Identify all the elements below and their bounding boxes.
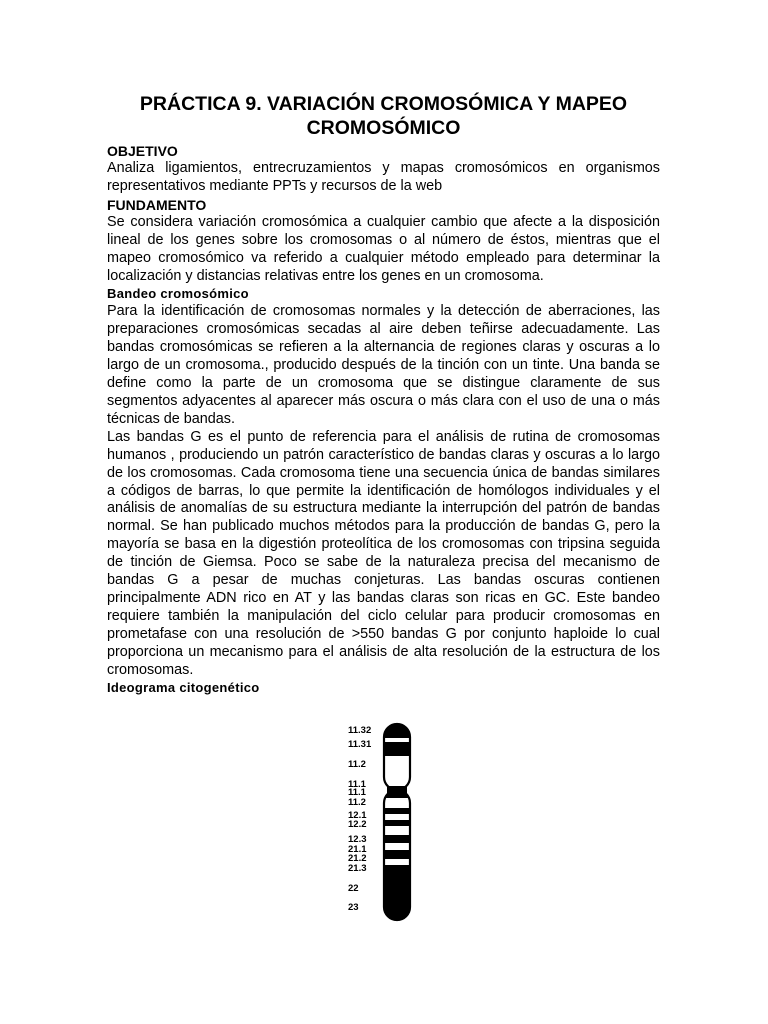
fundamento-text: Se considera variación cromosómica a cualquier cambio que afecte a la disposición lineal de los genes sobre los cromosomas o al número de éstos, mientras que el mapeo cromosómico va referido a cualquier método empleado para determinar la localización y distancias relativas entre los genes en un cromosoma. — [107, 213, 660, 284]
band-label: 11.1 — [348, 787, 366, 798]
chromosome-q-arm — [384, 790, 410, 920]
band-label: 21.3 — [348, 863, 367, 874]
page-title-line2: CROMOSÓMICO — [306, 117, 461, 139]
band-label: 12.2 — [348, 819, 367, 830]
fundamento-heading: FUNDAMENTO — [107, 196, 207, 213]
ideograma-heading: Ideograma citogenético — [107, 680, 260, 696]
document-page — [107, 92, 660, 697]
chromosome-ideogram — [340, 722, 420, 922]
band-label: 12.1 — [348, 810, 367, 821]
page-title-line1: PRÁCTICA 9. VARIACIÓN CROMOSÓMICA Y MAPEO — [139, 93, 628, 115]
bandeo-heading: Bandeo cromosómico — [107, 286, 249, 302]
bandeo-paragraph-1: Para la identificación de cromosomas normales y la detección de aberraciones, las preparaciones cromosómicas secadas al aire deben teñirse adecuadamente. Las bandas cromosómicas se refieren a la alternancia de regiones claras y oscuras a lo largo de un cromosoma., producido después de la tinción con un tinte. Una banda se define como la parte de un cromosoma que se distingue claramente de sus segmentos adyacentes al aparecer más oscura o más clara con el uso de una o más técnicas de bandas. — [107, 303, 660, 427]
band-label: 12.3 — [348, 834, 367, 845]
band-label: 21.1 — [348, 844, 367, 855]
band-label: 11.2 — [348, 797, 366, 808]
band-label: 11.32 — [348, 725, 372, 736]
band-label: 11.2 — [348, 759, 366, 770]
chromosome-p-arm — [384, 724, 410, 790]
band-label: 11.1 — [348, 779, 366, 790]
band-label: 11.31 — [348, 739, 372, 750]
bandeo-paragraph-2: Las bandas G es el punto de referencia para el análisis de rutina de cromosomas humanos , produciendo un patrón característico de bandas claras y oscuras a lo largo de los cromosomas. Cada cromosoma tiene una secuencia única de bandas similares a códigos de barras, lo que permite la identificación de homólogos individuales y el análisis de anomalías de su estructura mediante la interrupción del patrón de bandas normal. Se han publicado muchos métodos para la producción de bandas G, pero la mayoría se basa en la digestión proteolítica de los cromosomas con tripsina seguida de tinción de Giemsa. Poco se sabe de la naturaleza precisa del mecanismo de bandas G a pesar de muchas conjeturas. Las bandas oscuras contienen principalmente ADN rico en AT y las bandas claras son ricas en GC. Este bandeo requiere también la manipulación del ciclo celular para producir cromosomas en prometafase con una resolución de >550 bandas G por conjunto haploide lo cual proporciona un mecanismo para el análisis de alta resolución de la estructura de los cromosomas. — [107, 428, 660, 678]
objetivo-text: Analiza ligamientos, entrecruzamientos y mapas cromosómicos en organismos representativos mediante PPTs y recursos de la web — [107, 160, 660, 194]
band-label: 23 — [348, 902, 359, 913]
objetivo-heading: OBJETIVO — [107, 143, 178, 159]
band-label: 21.2 — [348, 853, 367, 864]
band-label: 22 — [348, 883, 359, 894]
